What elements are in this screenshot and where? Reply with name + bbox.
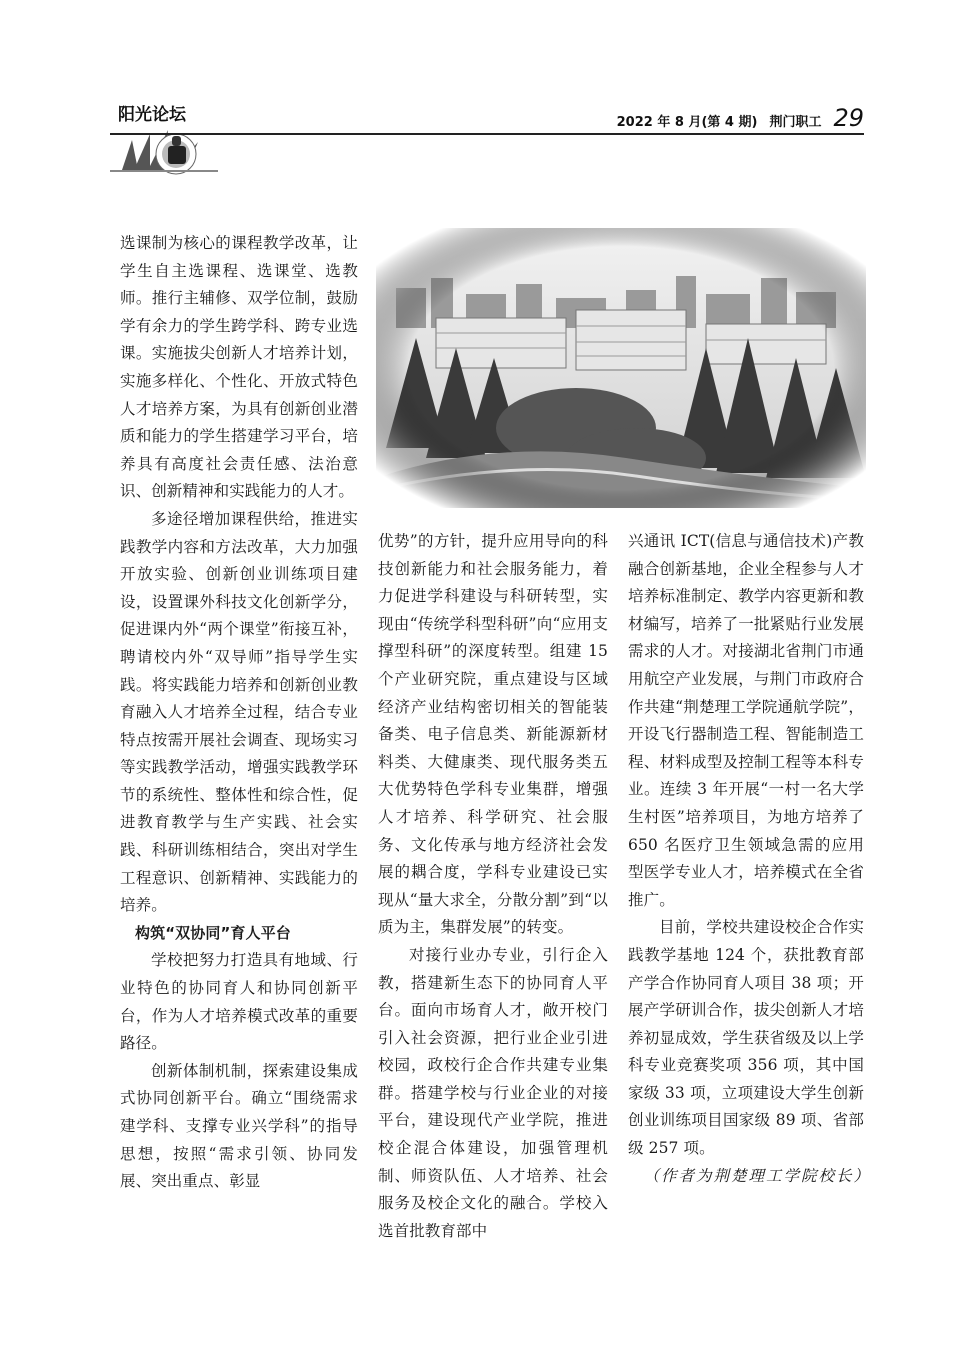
paragraph: 学校把努力打造具有地域、行业特色的协同育人和协同创新平台，作为人才培养模式改革的重要路径。 [120,951,358,1053]
publication-name: 荆门职工 [769,115,822,130]
paragraph: 优势”的方针，提升应用导向的科技创新能力和社会服务能力，着力促进学科建设与科研转型，实现由“传统学科型科研”向“应用支撑型科研”的深度转型。组建 15 个产业研究院，重点建设与区域经济产业结构密切相关的智能装备类、电子信息类、新能源新材料类、大健康类、现代服务类五大优势特色学科专业集群，增强人才培养、科学研究、社会服务、文化传承与地方经济社会发展的耦合度，学科专业建设已实现从“量大求全，分散分割”到“以质为主，集群发展”的转变。 [378,532,608,937]
paragraph: 对接行业办专业，引行企入教，搭建新生态下的协同育人平台。面向市场育人才，敞开校门引入社会资源，把行业企业引进校园，政校行企合作共建专业集群。搭建学校与行业企业的对接平台，建设现代产业学院，推进校企混合体建设，加强管理机制、师资队伍、人才培养、社会服务及校企文化的融合。学校入选首批教育部中 [378,945,608,1240]
author-byline: （作者为荆楚理工学院校长） [643,1166,872,1185]
campus-photo [376,228,866,508]
section-subheading: 构筑“双协同”育人平台 [135,923,291,942]
page-header [617,104,864,132]
article-column-1 [120,230,358,1196]
paragraph: 目前，学校共建设校企合作实践教学基地 124 个，获批教育部产学合作协同育人项目 38 项；开展产学研训合作，拔尖创新人才培养初显成效，学生获省级及以上学科专业竞赛奖项 356 项，其中国家级 33 项，立项建设大学生创新创业训练项目国家级 89 项、省部级 257 项。 [628,918,864,1158]
paragraph: 选课制为核心的课程教学改革，让学生自主选课程、选课堂、选教师。推行主辅修、双学位制，鼓励学有余力的学生跨学科、跨专业选课。实施拔尖创新人才培养计划，实施多样化、个性化、开放式特色人才培养方案，为具有创新创业潜质和能力的学生搭建学习平台，培养具有高度社会责任感、法治意识、创新精神和实践能力的人才。 [120,234,358,501]
article-column-3 [628,528,872,1190]
issue-date: 2022 年 8 月(第 4 期) [616,115,758,130]
page-number: 29 [833,104,864,132]
paragraph: 兴通讯 ICT(信息与通信技术)产教融合创新基地，企业全程参与人才培养标准制定、教学内容更新和教材编写，培养了一批紧贴行业发展需求的人才。对接湖北省荆门市通用航空产业发展，与荆门市政府合作共建“荆楚理工学院通航学院”，开设飞行器制造工程、智能制造工程、材料成型及控制工程等本科专业。连续 3 年开展“一村一名大学生村医”培养项目，为地方培养了 650 名医疗卫生领域急需的应用型医学专业人才，培养模式在全省推广。 [628,532,864,909]
column-logo [110,100,218,176]
paragraph: 多途径增加课程供给，推进实践教学内容和方法改革，大力加强开放实验、创新创业训练项目建设，设置课外科技文化创新学分，促进课内外“两个课堂”衔接互补，聘请校内外“双导师”指导学生实践。将实践能力培养和创新创业教育融入人才培养全过程，结合专业特点按需开展社会调查、现场实习等实践教学活动，增强实践教学环节的系统性、整体性和综合性，促进教育教学与生产实践、社会实践、科研训练相结合，突出对学生工程意识、创新精神、实践能力的培养。 [120,509,358,915]
article-column-2 [378,528,608,1245]
paragraph: 创新体制机制，探索建设集成式协同创新平台。确立“围绕需求建学科、支撑专业兴学科”的指导思想，按照“需求引领、协同发展、突出重点、彰显 [120,1061,358,1191]
header-rule [110,133,864,135]
column-name: 阳光论坛 [118,105,186,125]
